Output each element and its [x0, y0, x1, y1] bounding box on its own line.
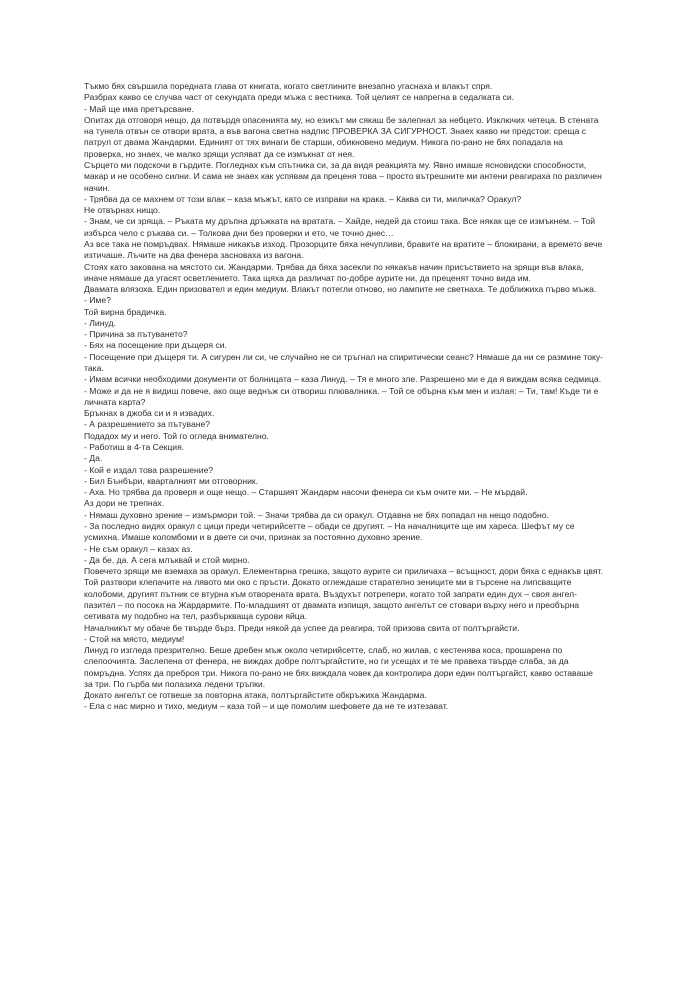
paragraph: Опитах да отговоря нещо, да потвърдя опасенията му, но езикът ми сякаш бе залепнал за небцето. Изключих четеца. В стената на тунела отвън се отвори врата, а във вагона светна надпис ПРОВЕРКА ЗА СИГУРНОСТ. Знаех какво ни предстои: среща с патрул от двама Жандарми. Единият от тях винаги бе старши, обикновено медиум. Никога по-рано не бях попадала на проверка, но знаех, че малко зрящи успяват да се измъкнат от нея. [84, 114, 599, 159]
paragraph: - Нямаш духовно зрение – измърмори той. – Значи трябва да си оракул. Отдавна не бях попадал на нещо подобно. [84, 509, 549, 520]
paragraph: - Посещение при дъщеря ти. А сигурен ли си, че случайно не си тръгнал на спиритически сеанс? Нямаше да ни се размине току-така. [84, 351, 604, 374]
paragraph: - Стой на място, медиум! [84, 633, 185, 644]
paragraph: - Причина за пътуването? [84, 329, 188, 340]
paragraph: - Линуд. [84, 317, 116, 328]
paragraph: - А разрешението за пътуване? [84, 419, 211, 430]
paragraph: Той вирна брадичка. [84, 306, 167, 317]
paragraph: Докато ангелът се готвеше за повторна атака, полтъргайстите обкръжиха Жандарма. [84, 690, 427, 701]
paragraph: - Име? [84, 295, 111, 306]
paragraph: - Знам, че си зряща. – Ръката му дръпна дръжката на вратата. – Хайде, недей да стоиш така. Все някак ще се измъкнем. – Той избърса чело с ръкава си. – Толкова дни без проверки и ето, че точно днес… [84, 216, 596, 238]
paragraph: - Кой е издал това разрешение? [84, 464, 214, 475]
paragraph: - Да. [84, 453, 103, 464]
paragraph: Началникът му обаче бе твърде бърз. Преди някой да успее да реагира, той призова свита от полтъргайсти. [84, 622, 520, 633]
paragraph: Тъкмо бях свършила поредната глава от книгата, когато светлините внезапно угаснаха и влакът спря. [84, 81, 493, 91]
paragraph: Бръкнах в джоба си и я извадих. [84, 408, 215, 419]
paragraph: Разбрах какво се случва част от секундата преди мъжа с вестника. Той целият се напрегна в седалката си. [84, 92, 515, 103]
paragraph: - Бях на посещение при дъщеря си. [84, 340, 227, 351]
paragraph: Стоях като закована на мястото си. Жандарми. Трябва да бяха засекли по някакъв начин присъствието на зрящи във влака, иначе нямаше да угасят осветлението. Така щяха да различат по-добре аурите ни, да преценят точно вида им. [84, 261, 584, 283]
paragraph: - Трябва да се махнем от този влак – каза мъжът, като се изправи на крака. – Каква си ти, миличка? Оракул? [84, 193, 522, 204]
paragraph: Аз дори не трепнах. [84, 498, 165, 509]
paragraph: Подадох му и него. Той го огледа внимателно. [84, 430, 269, 441]
paragraph: Линуд го изгледа презрително. Беше дребен мъж около четирийсетте, слаб, но жилав, с кестенява коса, прошарена по слепоочията. Заслепена от фенера, не виждах добре полтъргайстите, но ги усещах и те ме правеха твърде слаба, за да помръдна. Успях да преброя три. Никога по-рано не бях виждала човек да контролира дори един полтъргайст, какво оставаше за три. По гърба ми полазиха ледени тръпки. [84, 645, 593, 689]
paragraph: Той разтвори клепачите на лявото ми око с пръсти. Докато оглеждаше старателно зениците ми в търсене на липсващите колобоми, другият пътник се втурна към отворената врата. Въздухът потрепери, когато той запрати един дух – своя ангел-пазител – по посока на Жардармите. По-младшият от двамата изпищя, защото ангелът се стовари върху него и преобърна сетивата му подобно на тел, разбъркваща сурови яйца. [84, 577, 580, 622]
paragraph: Аз все така не помръдвах. Нямаше никакъв изход. Прозорците бяха нечупливи, бравите на вратите – блокирани, а времето вече изтичаше. Лъчите на два фенера заснoваха из вагона. [84, 238, 603, 261]
paragraph: - Не съм оракул – казах аз. [84, 543, 193, 554]
paragraph: - За последно видях оракул с цици преди четирийсетте – обади се другият. – На началниците ще им хареса. Шефът му се усмихна. Имаше коломбоми и в двете си очи, признак за постоянно духовно зрение. [84, 520, 575, 543]
paragraph: - Работиш в 4-та Секция. [84, 442, 185, 452]
paragraph: - Може и да не я видиш повече, ако още веднъж си отвориш плювалника. – Той се обърна към мен и излая: – Ти, там! Къде ти е личната карта? [84, 385, 599, 407]
paragraph: Повечето зрящи ме вземаха за оракул. Елементарна грешка, защото аурите си приличаха – всъщност, дори бяха с еднакъв цвят. [84, 566, 603, 577]
paragraph: - Да бе, да. А сега млъквай и стой мирно. [84, 554, 250, 565]
paragraph: - Имам всички необходими документи от болницата – каза Линуд. – Тя е много зле. Разрешено ми е да я виждам всяка седмица. [84, 374, 602, 385]
paragraph: - Бил Бънбъри, кварталният ми отговорник. [84, 475, 259, 486]
paragraph: - Аха. Но трябва да проверя и още нещо. – Старшият Жандарм насочи фенера си към очите ми. – Не мърдай. [84, 487, 528, 498]
paragraph: Не отвърнах нищо. [84, 205, 161, 216]
paragraph: Сърцето ми подскочи в гърдите. Погледнах към спътника си, за да видя реакцията му. Явно имаше ясновидски способности, макар и не особено силни. И сама не знаех как успявам да преценя това – просто вътрешните ми антени реагираха по различен начин. [84, 159, 602, 193]
paragraph: - Май ще има претърсване. [84, 103, 194, 114]
paragraph: Двамата влязоха. Един призовател и един медиум. Влакът потегли отново, но лампите не светнаха. Те доближиха първо мъжа. [84, 284, 597, 295]
body-text [84, 81, 604, 713]
paragraph: - Ела с нас мирно и тихо, медиум – каза той – и ще помолим шефовете да не те изтезават. [84, 701, 449, 712]
